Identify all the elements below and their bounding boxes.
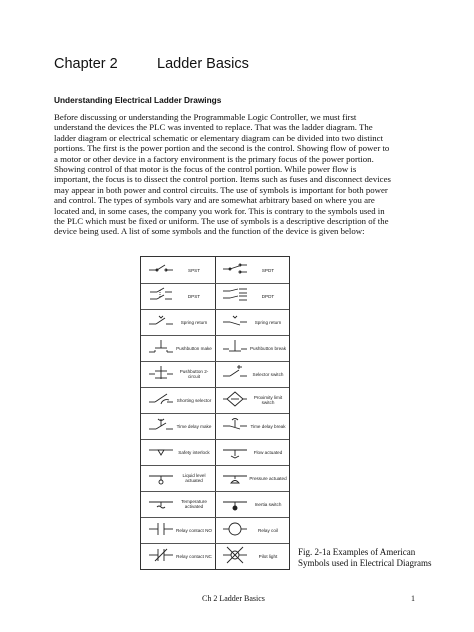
symbol-cell — [215, 491, 289, 517]
shorting-selector-icon — [147, 390, 175, 408]
spring-return-no-icon — [147, 312, 175, 330]
relay-coil-icon — [221, 520, 249, 538]
caption-line: Fig. 2-1a Examples of American — [298, 547, 416, 557]
symbol-row — [141, 413, 289, 440]
symbol-label: Spring return — [254, 319, 282, 325]
paragraph-line: the PLC which must be fixed or uniform. The use of symbols is a descriptive description of the — [54, 216, 389, 227]
pushbutton-2-circuit-icon — [147, 364, 175, 382]
paragraph-line: ladder diagram or electrical schematic or elementary diagram can be divided into two distinct — [54, 132, 384, 143]
liquid-level-icon — [147, 468, 175, 486]
section-heading: Understanding Electrical Ladder Drawings — [54, 95, 222, 105]
symbol-cell — [141, 257, 215, 283]
symbol-cell — [215, 465, 289, 491]
paragraph-line: Before discussing or understanding the Programmable Logic Controller, we must first — [54, 112, 357, 122]
symbol-row — [141, 387, 289, 414]
symbol-cell — [141, 439, 215, 465]
symbol-cell — [141, 517, 215, 543]
pushbutton-make-icon — [147, 338, 175, 356]
symbol-cell — [141, 361, 215, 387]
figure-caption — [298, 547, 448, 569]
symbol-cell — [215, 543, 289, 569]
spdt-switch-icon — [221, 260, 249, 278]
time-delay-make-icon — [147, 416, 175, 434]
flow-actuated-icon — [221, 442, 249, 460]
symbol-label: Pilot light — [258, 553, 278, 559]
symbol-label: Temperature activated — [181, 499, 207, 509]
symbol-label: Pushbutton make — [176, 345, 212, 351]
pressure-actuated-icon — [221, 468, 249, 486]
symbol-cell — [141, 465, 215, 491]
symbol-label: Shorting selector — [176, 397, 212, 403]
symbol-label: Inertia switch — [254, 501, 282, 507]
chapter-number: Chapter 2 — [54, 56, 118, 72]
symbol-row — [141, 361, 289, 388]
selector-switch-icon — [221, 364, 249, 382]
spst-switch-icon — [147, 260, 175, 278]
symbol-label: DPST — [187, 293, 201, 299]
symbol-cell — [215, 335, 289, 361]
symbol-label: SPST — [188, 267, 200, 273]
symbol-cell — [141, 283, 215, 309]
symbol-label: DPDT — [261, 293, 275, 299]
symbol-cell — [215, 439, 289, 465]
symbol-label: Spring return — [180, 319, 208, 325]
page-number: 1 — [411, 594, 415, 603]
symbol-label: Pushbutton break — [249, 345, 286, 351]
inertia-switch-icon — [221, 494, 249, 512]
symbol-cell — [215, 257, 289, 283]
symbol-label: Pushbutton 2-circuit — [179, 369, 209, 379]
symbol-label: Proximity limit switch — [253, 395, 283, 405]
pushbutton-break-icon — [221, 338, 249, 356]
symbol-label: Selector switch — [252, 371, 284, 377]
symbol-table — [140, 256, 290, 570]
symbol-label: Liquid level actuated — [182, 473, 206, 483]
relay-contact-no-icon — [147, 520, 175, 538]
symbol-cell — [141, 335, 215, 361]
body-paragraph — [54, 112, 426, 237]
pilot-light-icon — [221, 546, 249, 564]
paragraph-line: and control. The types of symbols vary and are somewhat arbitrary based on where you are — [54, 195, 375, 206]
symbol-cell — [215, 309, 289, 335]
time-delay-break-icon — [221, 416, 249, 434]
paragraph-line: located and, in some cases, the company you work for. This is contrary to the symbols used in — [54, 205, 385, 216]
dpst-switch-icon — [147, 286, 175, 304]
symbol-row — [141, 439, 289, 466]
symbol-cell — [141, 413, 215, 439]
symbol-row — [141, 465, 289, 492]
symbol-cell — [215, 387, 289, 413]
symbol-label: Time delay break — [250, 423, 286, 429]
temperature-activated-icon — [147, 494, 175, 512]
proximity-limit-switch-icon — [221, 390, 249, 408]
footer-title: Ch 2 Ladder Basics — [202, 594, 265, 603]
paragraph-line: may appear in both power and control circuits. The use of symbols is important for both power — [54, 184, 388, 195]
symbol-row — [141, 517, 289, 544]
symbol-cell — [141, 543, 215, 569]
caption-line: Symbols used in Electrical Diagrams — [298, 558, 432, 568]
symbol-row — [141, 543, 289, 569]
symbol-label: Relay contact NO — [176, 527, 212, 533]
symbol-cell — [141, 491, 215, 517]
symbol-label: Safety interlock — [178, 449, 210, 455]
symbol-label: Pressure actuated — [249, 475, 287, 481]
symbol-cell — [215, 361, 289, 387]
paragraph-line: Showing control of that motor is the focus of the control portion. While power flow is — [54, 164, 357, 175]
relay-contact-nc-icon — [147, 546, 175, 564]
symbol-row — [141, 309, 289, 336]
dpdt-switch-icon — [221, 286, 249, 304]
symbol-row — [141, 491, 289, 518]
symbol-cell — [215, 413, 289, 439]
symbol-row — [141, 257, 289, 284]
spring-return-nc-icon — [221, 312, 249, 330]
symbol-row — [141, 283, 289, 310]
symbol-cell — [215, 283, 289, 309]
symbol-label: Relay coil — [258, 527, 278, 533]
symbol-label: Time delay make — [176, 423, 212, 429]
chapter-title: Ladder Basics — [157, 56, 249, 72]
symbol-label: Relay contact NC — [176, 553, 212, 559]
symbol-cell — [141, 309, 215, 335]
symbol-cell — [215, 517, 289, 543]
paragraph-line: understand the devices the PLC was invented to replace. That was the ladder diagram. The — [54, 122, 373, 133]
paragraph-line: important, the focus is to dissect the control portion. Items such as fuses and disconnect devices — [54, 174, 391, 185]
symbol-cell — [141, 387, 215, 413]
safety-interlock-icon — [147, 442, 175, 460]
paragraph-line: device being used. A list of some symbols and the function of the device is given below: — [54, 226, 365, 237]
symbol-row — [141, 335, 289, 362]
paragraph-line: a motor or other device in a factory environment is the primary focus of the power portion. — [54, 153, 374, 164]
symbol-label: Flow actuated — [253, 449, 283, 455]
symbol-label: SPDT — [261, 267, 275, 273]
paragraph-line: portions. The first is the power portion and the second is the control. Showing flow of power to — [54, 143, 390, 154]
